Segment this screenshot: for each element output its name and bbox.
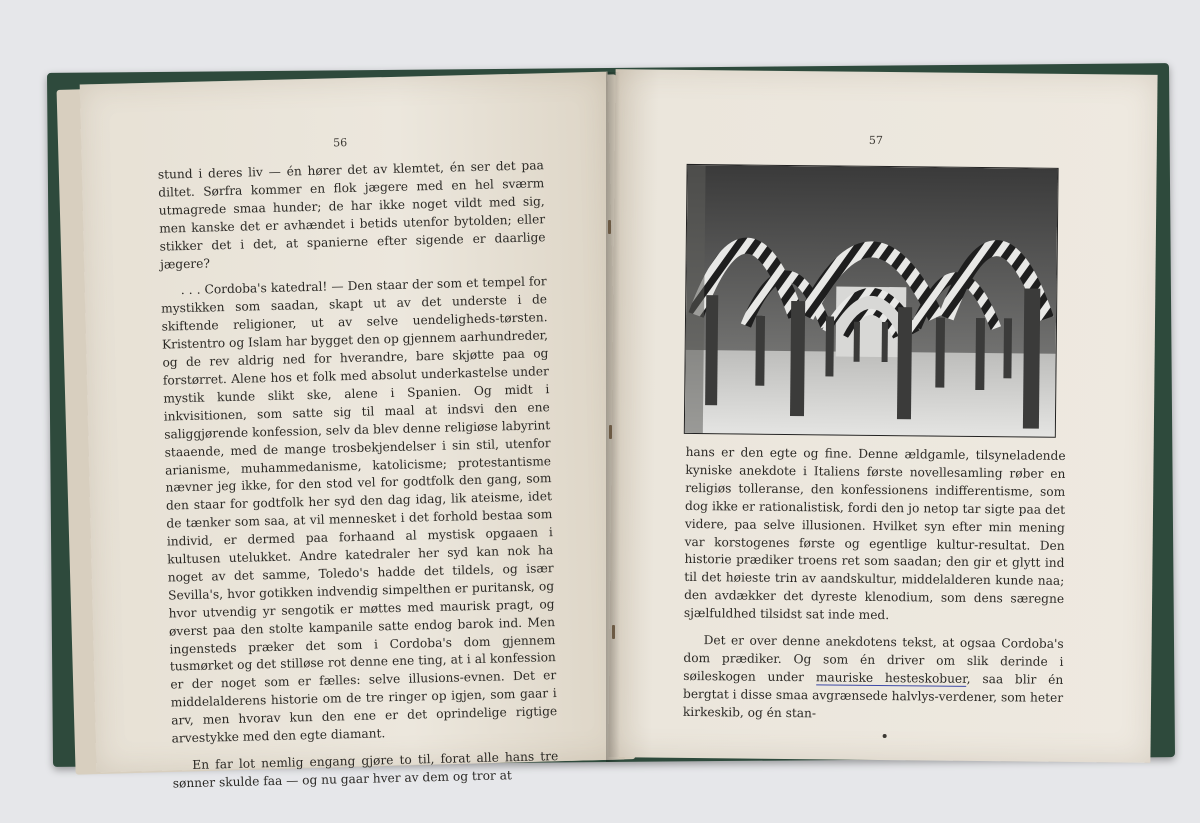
- right-paragraph-2-end: , saa blir én bergtat i disse smaa avgrænsede halvlys-verdener, som heter kirkeskib, og én stan-: [682, 671, 1064, 721]
- mosque-arches-photo: [684, 164, 1059, 438]
- binding-stitch: [612, 625, 615, 639]
- ink-speck: [883, 734, 887, 738]
- right-paragraph-1: hans er den egte og fine. Denne ældgamle, tilsyneladende kyniske anekdote i Italiens første novellesamling røber en religiøs tolleranse, den konfessionens indifferentisme, som dog ikke er rationalistisk, fordi den jo netop tar sigte paa det videre, paa selve illusionen. Hvilket syn efter min mening var korstogenes første og egentlige kultur-resultat. Den historie prædiker troens ret som saadan; den gir et glytt ind til det høieste trin av aandskultur, middelalderen kunde naa; den avdækker det dyreste klenodium, som dens særegne sjælfuldhed tilsidst sat inde med.: [683, 444, 1066, 623]
- page-number-left: 56: [333, 136, 348, 150]
- left-page: [80, 72, 625, 791]
- right-paragraph-2-start: Det er over denne anekdotens tekst, at ogsaa Cordoba's dom prædiker. Og som én driver om slik derinde i søileskogen under: [683, 633, 1064, 685]
- left-paragraph-1: stund i deres liv — én hører det av klemtet, én ser det paa diltet. Sørfra kommer en flok jægere med en hel sværm utmagrede smaa hunder; de har ikke noget vildt med sig, men kanske det er avhændet i betids utenfor bytolden; eller stikker det i det, at spanierne efter sigende er daarlige jægere?: [157, 158, 546, 272]
- book-gutter-shadow: [606, 72, 620, 762]
- binding-stitch: [609, 425, 612, 439]
- left-paragraph-2: . . . Cordoba's katedral! — Den staar der som et tempel for mystikken som saadan, skapt ut av det underste i de skiftende religioner, ut av selve uendeligheds-tørsten. Kristentro og Islam har bygget den op gjennem aarhundreder, og de rev aldrig ned for hverandre, bare skjøtte paa og forstørret. Alene hos et folk med absolut underkastelse under mystik kunde slikt ske, alene i Spanien. Og midt i inkvisitionen, som satte sig til maal at indsvi den ene saliggjørende konfession, selv da blev denne religiøse labyrint staaende, med de mange trosbekjendelser i sin stil, utenfor arianisme, muhammedanisme, katolicisme; protestantisme nævner jeg ikke, for den stod vel for godtfolk den gang, som den staar for godtfolk her syd den dag idag, lik ateisme, idet de tænker som saa, at vil mennesket i det forhold bestaa som individ, er dermed paa forhaand al mystisk opgaaen i kultusen utelukket. Andre katedraler her syd kan nok ha noget av det samme, Toledo's hadde det tildels, og især Sevilla's, hvor gotikken indvendig simpelthen er puritansk, og hvor utvendig yr sengotik er møttes med maurisk pragt, og øverst paa den stolte kampanile satte endog barok ind. Men ingensteds præker det som i Cordoba's dom gjennem tusmørket og det stilløse rot denne ene ting, at i al konfession er der noget som er fælles: selve illusions-evnen. Det er middelalderens historie om de tre ringer op igjen, som gaar i arv, men hvorav kun den ene er det oprindelige rigtige arvestykke med den egte diamant.: [161, 274, 558, 746]
- right-page-text: [683, 444, 1066, 726]
- pen-underlined-phrase: mauriske hesteskobuer: [815, 670, 967, 686]
- right-page: [608, 69, 1157, 763]
- right-paragraph-2: [683, 632, 1064, 726]
- left-paragraph-3: En far lot nemlig engang gjøre to til, forat alle hans tre sønner skulde faa — og nu gaar hver av dem og tror at: [172, 749, 559, 791]
- binding-stitch: [608, 220, 611, 234]
- left-page-text: [158, 157, 559, 793]
- page-number-right: 57: [868, 133, 883, 147]
- arches-illustration: [685, 165, 1058, 437]
